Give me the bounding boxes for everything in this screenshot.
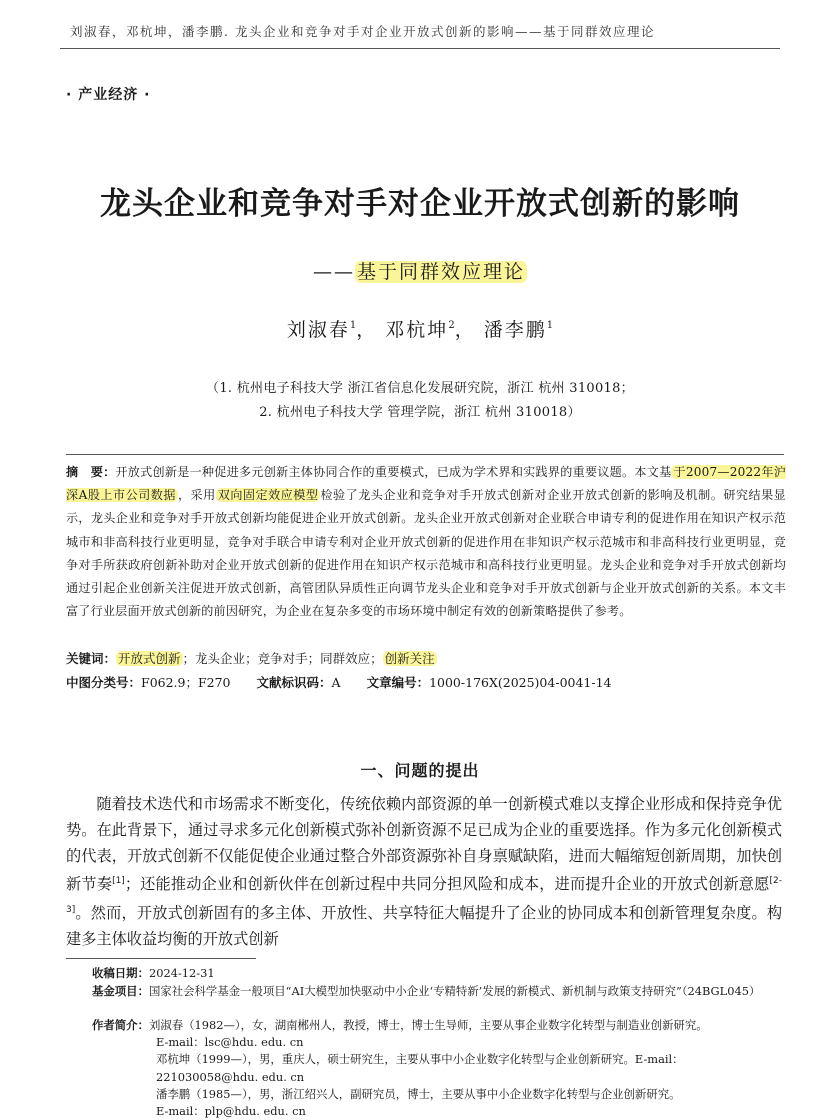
running-head: 刘淑春，邓杭坤，潘李鹏. 龙头企业和竞争对手对企业开放式创新的影响——基于同群效应理论 bbox=[70, 24, 655, 39]
paper-title: 龙头企业和竞争对手对企业开放式创新的影响 bbox=[100, 186, 740, 222]
citation-ref: [1] bbox=[112, 876, 125, 887]
classification-line bbox=[66, 673, 786, 691]
abstract-text: ，采用 bbox=[177, 488, 216, 503]
header-rule bbox=[60, 48, 780, 49]
author-name: 邓杭坤 bbox=[385, 319, 449, 341]
author-email: E-mail：plp@hdu. edu. cn bbox=[156, 1104, 306, 1119]
keyword-separator: ； bbox=[245, 651, 258, 666]
author-affiliation-mark: 1 bbox=[546, 320, 554, 331]
author-bio: 刘淑春（1982—），女，湖南郴州人，教授，博士，博士生导师，主要从事企业数字化转型与制造业创新研究。 bbox=[148, 1018, 708, 1032]
author-bio: 邓杭坤（1999—），男，重庆人，硕士研究生，主要从事中小企业数字化转型与企业创新研究。E-mail：221030058@hdu. edu. cn bbox=[156, 1052, 684, 1084]
article-number-value: 1000-176X(2025)04-0041-14 bbox=[429, 675, 612, 690]
abstract-highlight-model: 双向固定效应模型 bbox=[217, 488, 319, 503]
body-text: 。然而，开放式创新固有的多主体、开放性、共享特征大幅提升了企业的协同成本和创新管理复杂度。构建多主体收益均衡的开放式创新 bbox=[66, 904, 782, 948]
received-date: 2024-12-31 bbox=[148, 966, 215, 980]
author-separator: ， bbox=[356, 319, 378, 341]
abstract bbox=[66, 461, 786, 623]
body-text: ；还能推动企业和创新伙伴在创新过程中共同分担风险和成本，进而提升企业的开放式创新意愿 bbox=[124, 875, 770, 894]
section-heading: 一、问题的提出 bbox=[360, 761, 480, 780]
abstract-text: 检验了龙头企业和竞争对手开放式创新对企业开放式创新的影响及机制。研究结果显示，龙头企业和竞争对手开放式创新均能促进企业开放式创新。龙头企业开放式创新对企业联合申请专利的促进作用在知识产权示范城市和非高科技行业更明显，竞争对手联合申请专利对企业开放式创新的促进作用在非知识产权示范城市和非高科技行业更明显，竞争对手所获政府创新补助对企业开放式创新的促进作用在知识产权示范城市和高科技行业更明显。龙头企业和竞争对手开放式创新均通过引起企业创新关注促进开放式创新，高管团队异质性正向调节龙头企业和竞争对手开放式创新与企业开放式创新的关系。本文丰富了行业层面开放式创新的前因研究，为企业在复杂多变的市场环境中制定有效的创新策略提供了参考。 bbox=[66, 488, 786, 619]
doc-code-label: 文献标识码： bbox=[256, 675, 332, 690]
author-name: 潘李鹏 bbox=[483, 319, 547, 341]
author-bio: 潘李鹏（1985—），男，浙江绍兴人，副研究员，博士，主要从事中小企业数字化转型与企业创新研究。 bbox=[156, 1086, 681, 1101]
keyword: 同群效应 bbox=[320, 651, 371, 666]
footnote-fund bbox=[92, 983, 782, 1000]
body-paragraph bbox=[66, 792, 782, 953]
author-affiliation-mark: 1 bbox=[349, 320, 357, 331]
clc-label: 中图分类号： bbox=[66, 675, 142, 690]
footnote-received bbox=[92, 965, 782, 982]
paper-subtitle bbox=[0, 257, 840, 284]
affiliation-1: （1. 杭州电子科技大学 浙江省信息化发展研究院，浙江 杭州 310018； bbox=[206, 381, 634, 396]
keyword-separator: ； bbox=[307, 651, 321, 666]
keyword: 开放式创新 bbox=[118, 651, 181, 666]
author-separator: ， bbox=[454, 319, 476, 341]
fund-text: 国家社会科学基金一般项目“AI大模型加快驱动中小企业‘专精特新’发展的新模式、新机制与政策支持研究”（24BGL045） bbox=[148, 984, 761, 998]
section-tag: · 产业经济 · bbox=[66, 87, 151, 103]
keyword-separator: ； bbox=[370, 651, 383, 666]
footnote-authors bbox=[92, 1017, 782, 1120]
author-name: 刘淑春 bbox=[286, 319, 350, 341]
body-text: 随着技术迭代和市场需求不断变化，传统依赖内部资源的单一创新模式难以支撑企业形成和保持竞争优势。在此背景下，通过寻求多元化创新模式弥补创新资源不足已成为企业的重要选择。作为多元化创新模式的代表，开放式创新不仅能促使企业通过整合外部资源弥补自身禀赋缺陷，进而大幅缩短创新周期，加快创新节奏 bbox=[66, 795, 782, 894]
keywords-label: 关键词： bbox=[66, 651, 117, 666]
fund-label: 基金项目： bbox=[92, 984, 149, 998]
author-email: E-mail：lsc@hdu. edu. cn bbox=[156, 1035, 304, 1050]
keyword-separator: ； bbox=[182, 651, 196, 666]
footnote-rule bbox=[66, 958, 256, 959]
keyword: 竞争对手 bbox=[257, 651, 308, 666]
subtitle-text: 基于同群效应理论 bbox=[356, 261, 525, 283]
author-affiliation-mark: 2 bbox=[448, 320, 455, 331]
abstract-text: 开放式创新是一种促进多元创新主体协同合作的重要模式，已成为学术界和实践界的重要议题。本文基 bbox=[115, 465, 672, 479]
abstract-highlight-data: 于2007—2022年沪深A股上市公司数据 bbox=[66, 465, 786, 503]
author-bio-label: 作者简介： bbox=[92, 1018, 149, 1032]
keyword: 龙头企业 bbox=[195, 651, 246, 666]
keyword: 创新关注 bbox=[384, 651, 435, 666]
clc-value: F062.9；F270 bbox=[141, 675, 231, 690]
received-label: 收稿日期： bbox=[92, 966, 149, 980]
abstract-label: 摘 要： bbox=[66, 465, 116, 479]
affiliation-2: 2. 杭州电子科技大学 管理学院，浙江 杭州 310018） bbox=[259, 405, 581, 420]
citation-ref: [2-3] bbox=[66, 876, 783, 916]
subtitle-dash: —— bbox=[312, 261, 355, 283]
article-number-label: 文章编号： bbox=[366, 675, 430, 690]
author-list bbox=[0, 315, 840, 342]
abstract-rule bbox=[66, 454, 784, 455]
doc-code-value: A bbox=[331, 675, 341, 690]
keywords bbox=[66, 649, 786, 667]
